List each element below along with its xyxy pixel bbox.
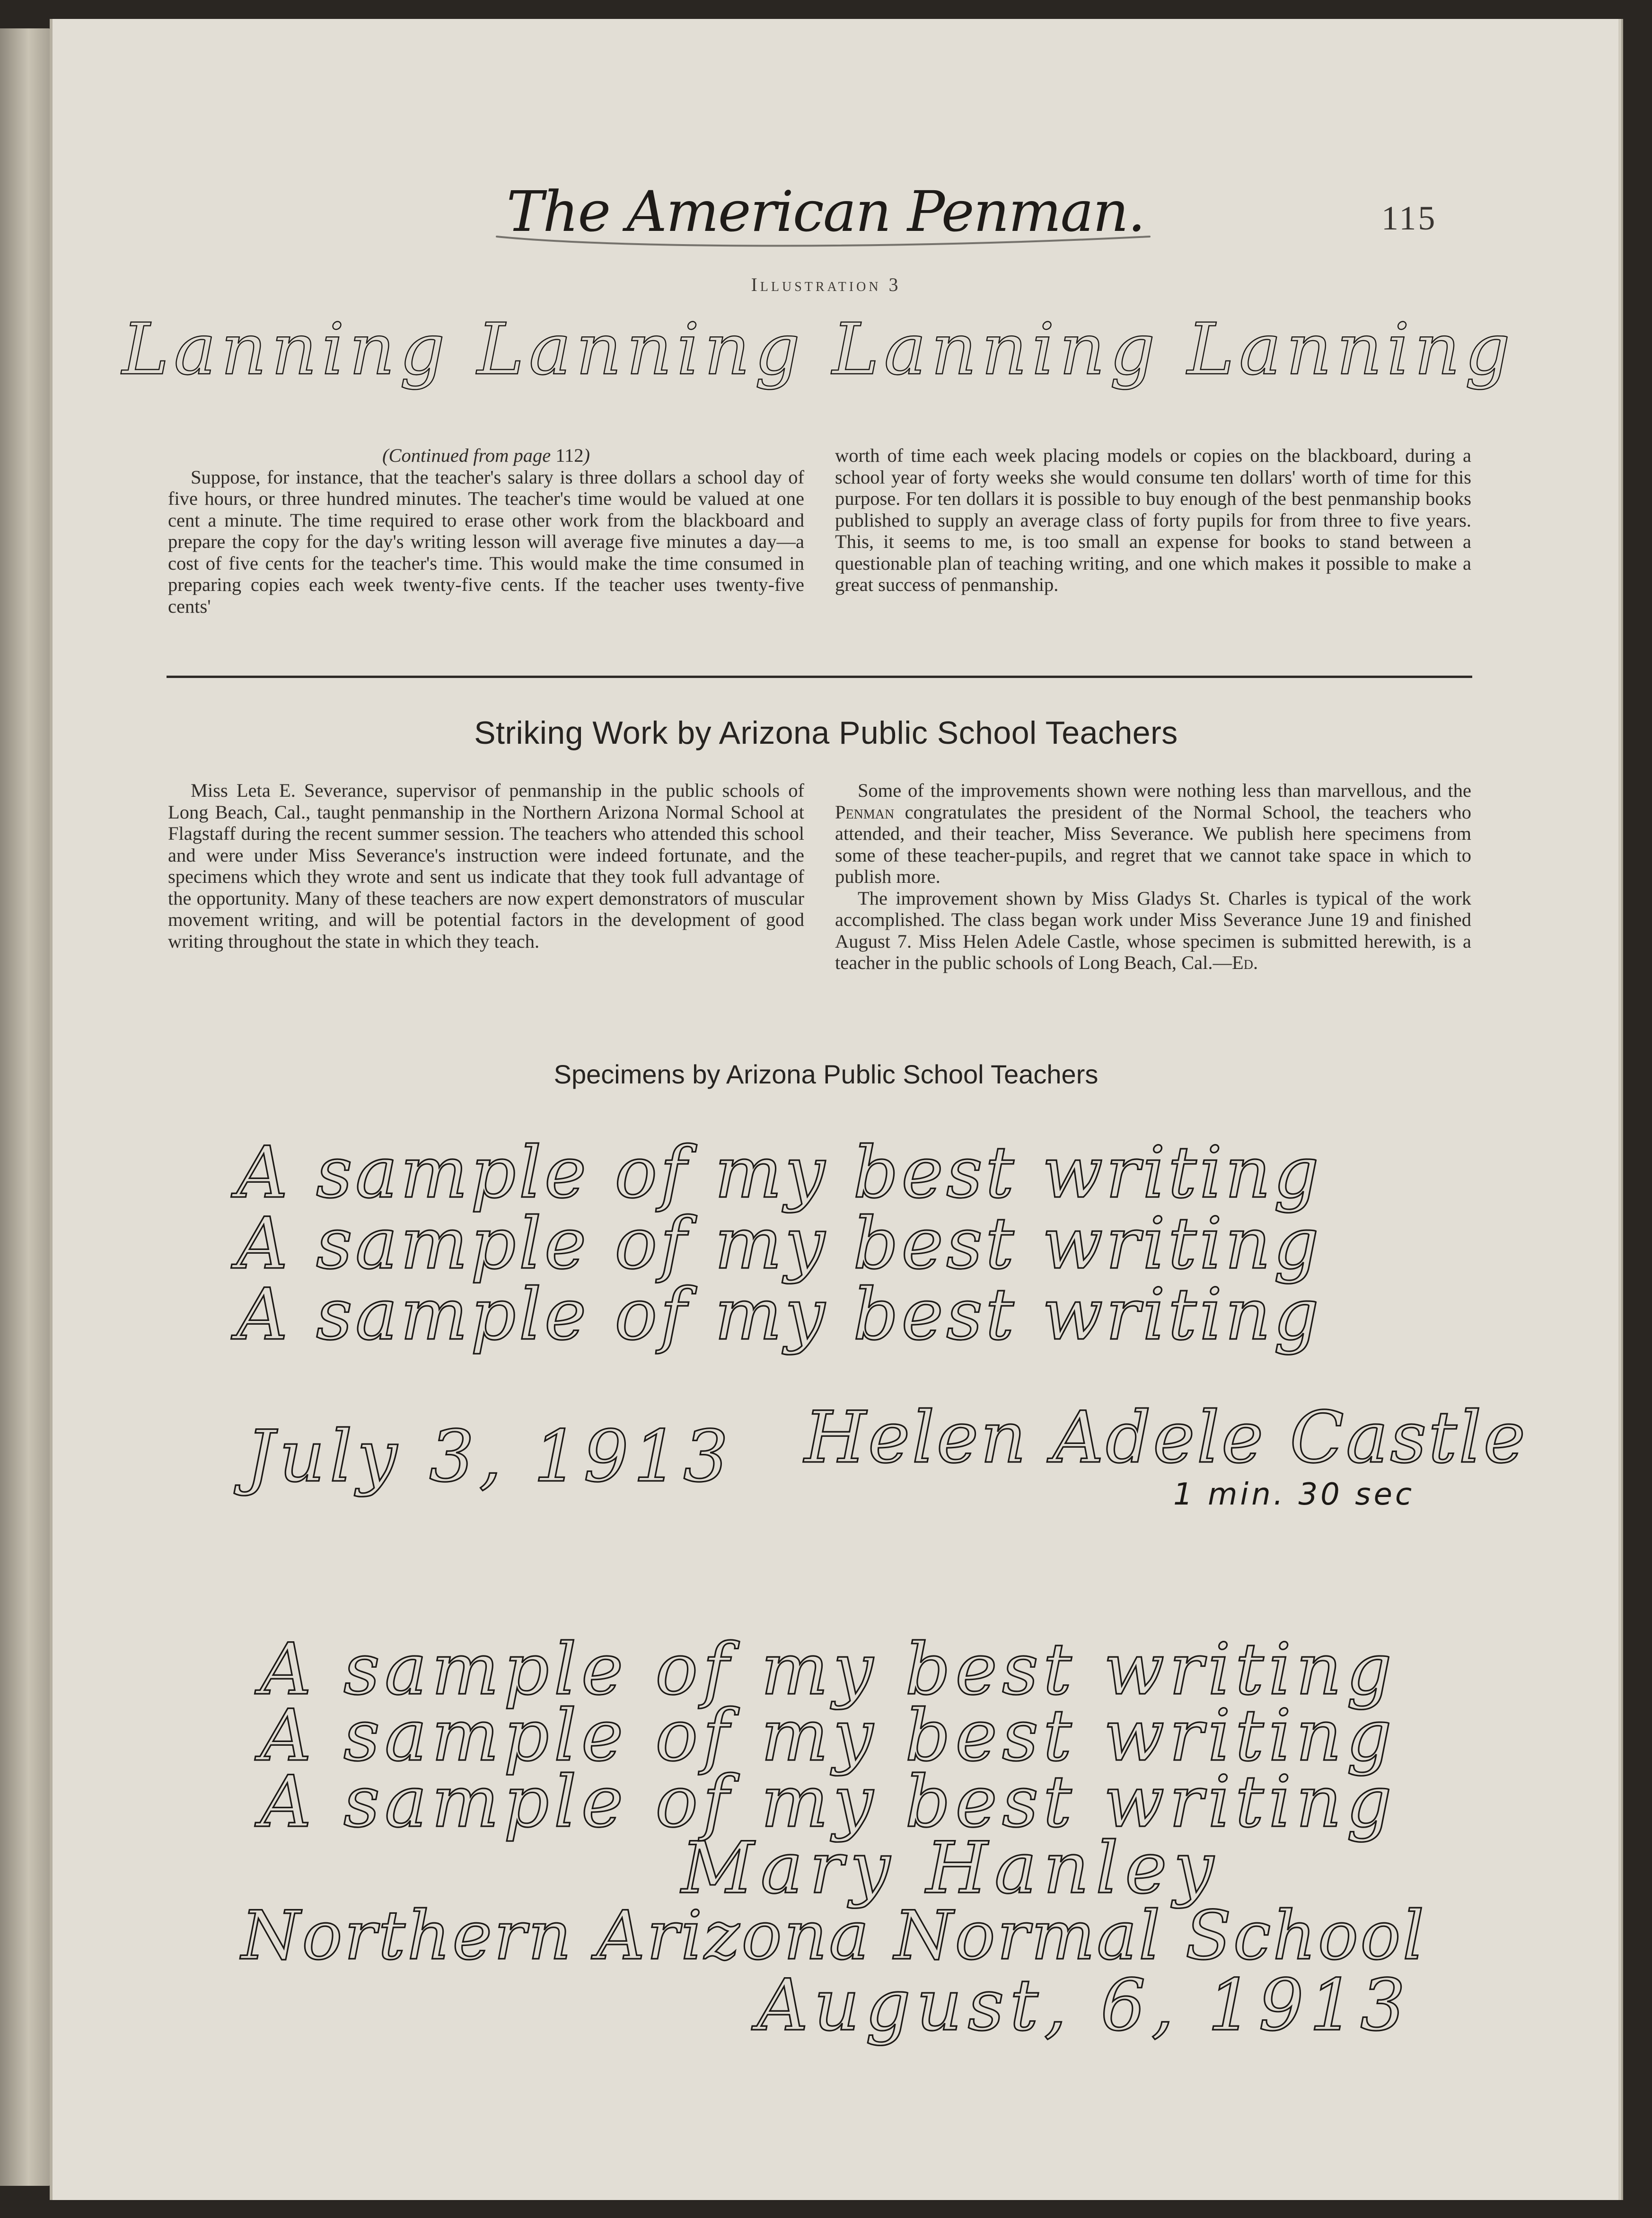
continuation-note-suffix: ) xyxy=(583,445,590,466)
continuation-page: 112 xyxy=(555,445,584,466)
specimen2-line3: A sample of my best writing xyxy=(260,1761,1397,1843)
illustration-script xyxy=(122,303,1515,416)
specimen2-date: August, 6, 1913 xyxy=(757,1964,1411,2047)
penman-smallcaps: Penman xyxy=(835,801,895,823)
main-article-para-1 xyxy=(835,780,1471,888)
main-article-col2 xyxy=(835,780,1471,974)
para2-before: The improvement shown by Miss Gladys St. Charles is typical of the work accomplished. The class began work under Miss Severance June 19 and finished August 7. Miss Helen Adele Castle, whose specimen is submitted herewith, is a teacher in the public schools of Long Beach, Cal.— xyxy=(835,887,1471,973)
page-number: 115 xyxy=(1381,199,1437,237)
continued-article-text-1: Suppose, for instance, that the teacher's salary is three dollars a school day of five hours, or three hundred minutes. The teacher's time would be valued at one cent a minute. The time required to erase other work from the blackboard and prepare the copy for the day's writing lesson will average five minutes a day—a cost of five cents for the teacher's time. This would make the time consumed in preparing copies each week twenty-five cents. If the teacher uses twenty-five cents' xyxy=(168,466,804,617)
specimen1-line3: A sample of my best writing xyxy=(237,1274,1322,1356)
section-divider xyxy=(167,676,1472,678)
main-article-col1 xyxy=(168,780,804,952)
continued-article-col2 xyxy=(835,445,1471,596)
continuation-note xyxy=(168,445,804,466)
illustration-label: Illustration 3 xyxy=(751,274,901,295)
specimen-hanley xyxy=(222,1585,1452,2058)
specimen1-time: 1 min. 30 sec xyxy=(1173,1477,1415,1512)
specimen1-signature: Helen Adele Castle xyxy=(804,1397,1528,1479)
main-article-text-1: Miss Leta E. Severance, supervisor of penmanship in the public schools of Long Beach, Cal., taught penmanship in the Northern Arizona Normal School at Flagstaff during the recent summer session. The teachers who attended this school and were under Miss Severance's instruction were indeed fortunate, and the specimens which they wrote and sent us indicate that they took full advantage of the opportunity. Many of these teachers are now expert demonstrators of muscular movement writing, and will be potential factors in the development of good writing throughout the state in which they teach. xyxy=(168,780,804,952)
main-article-para-2 xyxy=(835,888,1471,974)
specimen1-line2: A sample of my best writing xyxy=(237,1203,1322,1285)
specimen1-date: July 3, 1913 xyxy=(246,1416,733,1498)
specimen2-signature: Mary Hanley xyxy=(681,1827,1221,1910)
continued-article-col1 xyxy=(168,445,804,617)
specimen2-line1: A sample of my best writing xyxy=(260,1628,1397,1711)
illustration-script-text: Lanning Lanning Lanning Lanning xyxy=(122,308,1515,391)
para1-after: congratulates the president of the Normal School, the teachers who attended, and their teacher, Miss Severance. We publish here specimens from some of these teacher-pupils, and regret that we cannot take space in which to publish more. xyxy=(835,801,1471,887)
article-headline: Striking Work by Arizona Public School Teachers xyxy=(474,715,1178,751)
specimens-heading: Specimens by Arizona Public School Teachers xyxy=(554,1059,1098,1089)
masthead-title: The American Penman. xyxy=(506,179,1145,244)
para1-before: Some of the improvements shown were nothing less than marvellous, and the xyxy=(858,780,1471,801)
specimen1-line1: A sample of my best writing xyxy=(237,1132,1322,1214)
editor-sign: Ed. xyxy=(1232,952,1258,973)
specimen2-school: Northern Arizona Normal School xyxy=(241,1897,1426,1975)
continued-article-text-2: worth of time each week placing models or copies on the blackboard, during a school year of forty weeks she would consume ten dollars' worth of time for this purpose. For ten dollars it is possible to buy enough of the best penmanship books published to supply an average class of forty pupils for from three to five years. This, it seems to me, is too small an expense for books to stand between a questionable plan of teaching writing, and one which makes it possible to make a great success of penmanship. xyxy=(835,445,1471,595)
specimen2-line2: A sample of my best writing xyxy=(260,1695,1397,1777)
previous-page-edge xyxy=(0,28,52,2186)
continuation-note-prefix: (Continued from page xyxy=(382,445,556,466)
masthead-logo xyxy=(478,166,1173,255)
